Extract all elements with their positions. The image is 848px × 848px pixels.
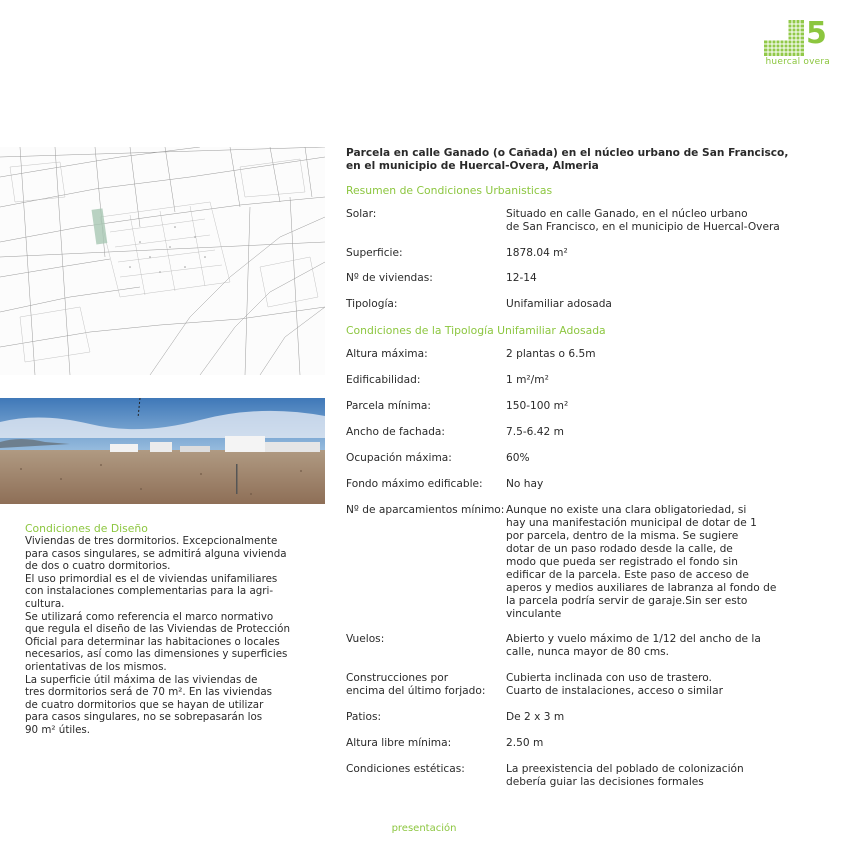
condition-value-line: 12-14 bbox=[506, 272, 537, 284]
design-text-line: para casos singulares, no se sobrepasarán los bbox=[25, 711, 263, 724]
condition-value-line: por parcela, dentro de la misma. Se sugiere bbox=[506, 530, 739, 542]
condition-value bbox=[506, 672, 816, 698]
condition-value bbox=[506, 400, 816, 413]
condition-label-line: Ancho de fachada: bbox=[346, 426, 445, 438]
condition-row bbox=[346, 478, 816, 491]
condition-value bbox=[506, 348, 816, 361]
condition-value-line: Abierto y vuelo máximo de 1/12 del ancho de la bbox=[506, 633, 761, 645]
site-photo bbox=[0, 398, 325, 504]
design-text-line: Viviendas de tres dormitorios. Excepcionalmente bbox=[25, 535, 278, 547]
condition-label bbox=[346, 633, 506, 659]
condition-label-line: encima del último forjado: bbox=[346, 685, 486, 697]
condition-value bbox=[506, 247, 816, 260]
logo-caption: huercal overa bbox=[765, 57, 830, 67]
design-text-line: de cuatro dormitorios que se hayan de utilizar bbox=[25, 698, 264, 711]
design-text-line: que regula el diseño de las Viviendas de Protección bbox=[25, 623, 290, 636]
condition-value-line: aperos y medios auxiliares de labranza al fondo de bbox=[506, 582, 777, 594]
page-title bbox=[346, 147, 816, 173]
condition-row bbox=[346, 400, 816, 413]
design-text-line: orientativas de los mismos. bbox=[25, 660, 167, 673]
condition-label-line: Fondo máximo edificable: bbox=[346, 478, 483, 490]
condition-value bbox=[506, 426, 816, 439]
condition-label bbox=[346, 208, 506, 234]
condition-row bbox=[346, 298, 816, 311]
condition-label-line: Patios: bbox=[346, 711, 382, 723]
condition-label-line: Superficie: bbox=[346, 247, 403, 259]
condition-label-line: Vuelos: bbox=[346, 633, 385, 645]
condition-label-line: Parcela mínima: bbox=[346, 400, 431, 412]
site-plan-map bbox=[0, 147, 325, 375]
condition-value-line: de San Francisco, en el municipio de Huercal-Overa bbox=[506, 221, 780, 233]
condition-value-line: 1878.04 m² bbox=[506, 247, 568, 259]
condition-row bbox=[346, 272, 816, 285]
condition-value-line: Unifamiliar adosada bbox=[506, 298, 612, 310]
condition-row bbox=[346, 737, 816, 750]
condition-row bbox=[346, 247, 816, 260]
condition-value bbox=[506, 208, 816, 234]
design-text-line: necesarios, así como las dimensiones y superficies bbox=[25, 648, 288, 661]
condition-value bbox=[506, 452, 816, 465]
design-body bbox=[25, 535, 319, 737]
condition-value-line: hay una manifestación municipal de dotar de 1 bbox=[506, 517, 757, 529]
design-text-line: El uso primordial es el de viviendas unifamiliares bbox=[25, 572, 278, 585]
condition-value-line: dotar de un paso rodado desde la calle, de bbox=[506, 543, 733, 555]
condition-value-line: 150-100 m² bbox=[506, 400, 569, 412]
condition-value-line: debería guiar las decisiones formales bbox=[506, 776, 704, 788]
condition-value-line: modo que pueda ser registrado el fondo sin bbox=[506, 556, 738, 568]
condition-row bbox=[346, 374, 816, 387]
condition-label bbox=[346, 400, 506, 413]
condition-row bbox=[346, 633, 816, 659]
condition-value-line: La preexistencia del poblado de colonización bbox=[506, 763, 744, 775]
site-photo-drawing bbox=[0, 398, 325, 504]
condition-label-line: Nº de viviendas: bbox=[346, 272, 433, 284]
condition-value bbox=[506, 737, 816, 750]
title-line: en el municipio de Huercal-Overa, Almeria bbox=[346, 160, 599, 172]
condition-value bbox=[506, 374, 816, 387]
condition-label bbox=[346, 374, 506, 387]
summary-heading: Resumen de Condiciones Urbanisticas bbox=[346, 184, 553, 197]
condition-row bbox=[346, 763, 816, 789]
condition-label-line: Altura libre mínima: bbox=[346, 737, 452, 749]
design-text-line: con instalaciones complementarias para la agri- bbox=[25, 585, 274, 598]
footer-link[interactable]: presentación bbox=[391, 823, 457, 834]
condition-value bbox=[506, 504, 816, 621]
design-text-line: de dos o cuatro dormitorios. bbox=[25, 560, 171, 573]
condition-row bbox=[346, 348, 816, 361]
condition-label bbox=[346, 426, 506, 439]
condition-label-line: Solar: bbox=[346, 208, 377, 220]
condition-label bbox=[346, 737, 506, 750]
condition-label bbox=[346, 247, 506, 260]
condition-value-line: Cuarto de instalaciones, acceso o similar bbox=[506, 685, 723, 697]
condition-label bbox=[346, 672, 506, 698]
site-plan-drawing bbox=[0, 147, 325, 375]
condition-value-line: 7.5-6.42 m bbox=[506, 426, 564, 438]
condition-label-line: Nº de aparcamientos mínimo: bbox=[346, 504, 505, 516]
logo-number: 5 bbox=[806, 16, 827, 51]
condition-row bbox=[346, 672, 816, 698]
title-line: Parcela en calle Ganado (o Cañada) en el núcleo urbano de San Francisco, bbox=[346, 147, 789, 159]
condition-value-line: Cubierta inclinada con uso de trastero. bbox=[506, 672, 712, 684]
typology-heading: Condiciones de la Tipología Unifamiliar Adosada bbox=[346, 324, 606, 337]
condition-label-line: Construcciones por bbox=[346, 672, 449, 684]
condition-row bbox=[346, 711, 816, 724]
condition-label bbox=[346, 763, 506, 789]
condition-label bbox=[346, 504, 506, 621]
conditions-column bbox=[346, 147, 816, 802]
condition-label-line: Tipología: bbox=[346, 298, 398, 310]
condition-value-line: la parcela podría servir de garaje.Sin ser esto bbox=[506, 595, 748, 607]
condition-row bbox=[346, 426, 816, 439]
condition-label bbox=[346, 452, 506, 465]
condition-value bbox=[506, 763, 816, 789]
design-text-line: 90 m² útiles. bbox=[25, 723, 91, 736]
condition-label bbox=[346, 478, 506, 491]
condition-value-line: Aunque no existe una clara obligatoriedad, si bbox=[506, 504, 747, 516]
condition-label-line: Ocupación máxima: bbox=[346, 452, 452, 464]
condition-value-line: 60% bbox=[506, 452, 530, 464]
condition-label-line: Edificabilidad: bbox=[346, 374, 421, 386]
condition-label bbox=[346, 348, 506, 361]
condition-value-line: edificar de la parcela. Este paso de acceso de bbox=[506, 569, 749, 581]
typology-table bbox=[346, 348, 816, 789]
condition-value-line: 2.50 m bbox=[506, 737, 544, 749]
condition-value-line: calle, nunca mayor de 80 cms. bbox=[506, 646, 670, 658]
condition-label bbox=[346, 298, 506, 311]
condition-value bbox=[506, 272, 816, 285]
condition-value bbox=[506, 298, 816, 311]
condition-row bbox=[346, 208, 816, 234]
condition-label-line: Altura máxima: bbox=[346, 348, 428, 360]
condition-value-line: 2 plantas o 6.5m bbox=[506, 348, 596, 360]
design-text-line: tres dormitorios será de 70 m². En las viviendas bbox=[25, 686, 272, 699]
design-text-line: Se utilizará como referencia el marco normativo bbox=[25, 610, 274, 623]
design-conditions bbox=[25, 522, 319, 737]
condition-row bbox=[346, 452, 816, 465]
design-text-line: Oficial para determinar las habitaciones o locales bbox=[25, 635, 280, 648]
design-text-line: para casos singulares, se admitirá alguna vivienda bbox=[25, 547, 287, 560]
condition-value-line: No hay bbox=[506, 478, 544, 490]
design-text-line: cultura. bbox=[25, 597, 65, 610]
design-text-line: La superficie útil máxima de las viviendas de bbox=[25, 673, 258, 686]
summary-table bbox=[346, 208, 816, 311]
condition-value bbox=[506, 711, 816, 724]
condition-value-line: 1 m²/m² bbox=[506, 374, 549, 386]
condition-value bbox=[506, 478, 816, 491]
condition-value bbox=[506, 633, 816, 659]
condition-label bbox=[346, 272, 506, 285]
condition-row bbox=[346, 504, 816, 621]
condition-value-line: Situado en calle Ganado, en el núcleo urbano bbox=[506, 208, 748, 220]
condition-value-line: De 2 x 3 m bbox=[506, 711, 565, 723]
design-heading: Condiciones de Diseño bbox=[25, 522, 148, 535]
condition-label bbox=[346, 711, 506, 724]
condition-label-line: Condiciones estéticas: bbox=[346, 763, 465, 775]
logo-dot-grid bbox=[762, 20, 806, 56]
condition-value-line: vinculante bbox=[506, 608, 562, 620]
logo bbox=[760, 16, 832, 68]
